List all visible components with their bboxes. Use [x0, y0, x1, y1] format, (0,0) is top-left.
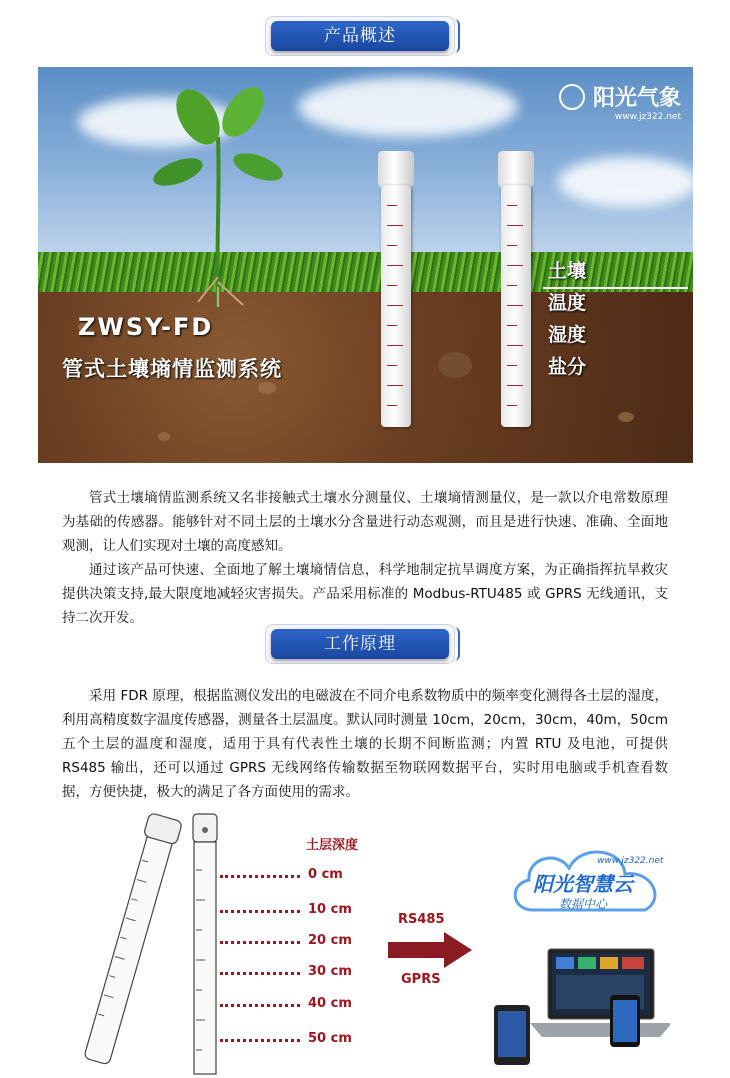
label-soil: 土壤 [548, 260, 587, 282]
logo-text: 阳光气象 [592, 86, 681, 111]
brand-subtitle: 数据中心 [559, 897, 608, 911]
depth-label: 30 cm [308, 964, 352, 979]
depth-label: 40 cm [308, 996, 352, 1011]
protocol-gprs: GPRS [401, 972, 441, 987]
probe-tube [501, 185, 531, 427]
upright-probe-icon [185, 810, 225, 1078]
label-humidity: 湿度 [548, 324, 587, 346]
depth-label: 20 cm [308, 933, 352, 948]
principle-title: 工作原理 [271, 629, 449, 659]
depth-title: 土层深度 [306, 838, 359, 853]
cloud [558, 157, 693, 207]
principle-header-frame [265, 624, 455, 664]
logo-url: www.jz322.net [614, 112, 681, 122]
product-name: 管式土壤墒情监测系统 [62, 357, 282, 381]
probe-cap [378, 151, 414, 187]
hero-banner [38, 67, 693, 463]
protocol-rs485: RS485 [398, 912, 445, 927]
depth-row [220, 868, 360, 884]
depth-row [220, 934, 360, 950]
depth-row [220, 965, 360, 981]
principle-section-header [0, 620, 730, 668]
overview-title: 产品概述 [271, 21, 449, 51]
label-salinity: 盐分 [548, 356, 587, 378]
brand-name: 阳光智慧云 [533, 872, 633, 896]
product-model: ZWSY-FD [78, 313, 214, 341]
depth-label: 10 cm [308, 902, 352, 917]
brand-logo [559, 81, 681, 122]
label-temperature: 温度 [548, 292, 587, 314]
principle-paragraph: 采用 FDR 原理，根据监测仪发出的电磁波在不同介电系数物质中的频率变化测得各土层的湿度，利用高精度数字温度传感器，测量各土层温度。默认同时测量 10cm，20cm，30cm，40m，50cm 五个土层的温度和湿度，适用于具有代表性土壤的长期不间断监测；内置 RTU 及电池，可提供 RS485 输出，还可以通过 GPRS 无线网络传输数据至物联网数据平台，实时用电脑或手机查看数据，方便快捷，极大的满足了各方面使用的需求。 [62, 688, 668, 800]
transmit-arrow-icon [388, 930, 474, 970]
plant-sprout-icon [148, 77, 288, 307]
logo-emblem-icon [559, 84, 585, 110]
depth-row [220, 997, 360, 1013]
overview-section-header [0, 12, 730, 60]
measurement-labels [548, 255, 638, 383]
principle-diagram [0, 810, 730, 1078]
depth-row [220, 903, 360, 919]
probe-tube [381, 185, 411, 427]
header-accent [454, 627, 460, 661]
overview-paragraph-2: 通过该产品可快速、全面地了解土壤墒情信息，科学地制定抗旱调度方案，为正确指挥抗旱救灾提供决策支持,最大限度地减轻灾害损失。产品采用标准的 Modbus-RTU485 或 GPRS 无线通讯，支持二次开发。 [62, 562, 668, 626]
laptop-phone-icon [490, 945, 670, 1075]
header-accent [454, 19, 460, 53]
probe-cap [498, 151, 534, 187]
tilted-probe-icon [60, 810, 200, 1070]
cloud [298, 77, 518, 137]
overview-header-frame [265, 16, 455, 56]
depth-row [220, 1032, 360, 1048]
cloud-data-center [503, 840, 683, 920]
brand-url: www.jz322.net [597, 856, 664, 866]
depth-label: 0 cm [308, 867, 343, 882]
depth-label: 50 cm [308, 1031, 352, 1046]
overview-paragraph-1: 管式土壤墒情监测系统又名非接触式土壤水分测量仪、土壤墒情测量仪，是一款以介电常数原理为基础的传感器。能够针对不同土层的土壤水分含量进行动态观测，而且是进行快速、准确、全面地观测，让人们实现对土壤的高度感知。 [62, 490, 668, 554]
